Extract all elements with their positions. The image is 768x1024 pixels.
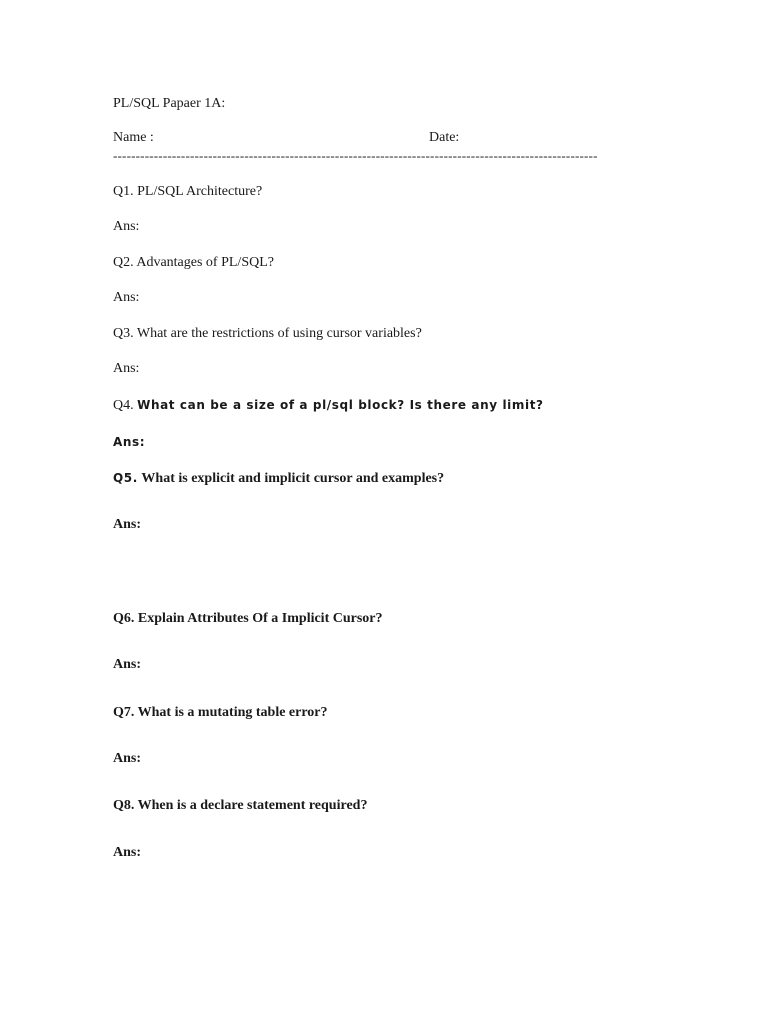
question-5-number: Q5. [113, 471, 138, 485]
answer-3-label: Ans: [113, 361, 140, 376]
answer-8-label: Ans: [113, 845, 142, 860]
question-5-text: What is explicit and implicit cursor and examples? [141, 471, 445, 486]
question-6: Q6. Explain Attributes Of a Implicit Cursor? [113, 611, 383, 626]
date-label: Date: [429, 130, 460, 145]
question-4 [113, 396, 544, 415]
answer-4-label: Ans: [113, 435, 146, 449]
question-4-number: Q4. [113, 398, 134, 413]
answer-2-label: Ans: [113, 290, 140, 305]
paper-title: PL/SQL Papaer 1A: [113, 96, 226, 111]
question-1: Q1. PL/SQL Architecture? [113, 184, 263, 199]
question-3: Q3. What are the restrictions of using cursor variables? [113, 326, 422, 341]
dashed-divider: ----------------------------------------------------------------------------------------------------------- [113, 149, 598, 163]
answer-1-label: Ans: [113, 219, 140, 234]
answer-7-label: Ans: [113, 751, 142, 766]
question-5 [113, 469, 444, 488]
question-4-text: What can be a size of a pl/sql block? Is there any limit? [137, 398, 544, 412]
question-7: Q7. What is a mutating table error? [113, 705, 328, 720]
answer-6-label: Ans: [113, 657, 142, 672]
question-8: Q8. When is a declare statement required? [113, 798, 368, 813]
answer-5-label: Ans: [113, 517, 142, 532]
question-2: Q2. Advantages of PL/SQL? [113, 255, 274, 270]
name-label: Name : [113, 130, 154, 145]
